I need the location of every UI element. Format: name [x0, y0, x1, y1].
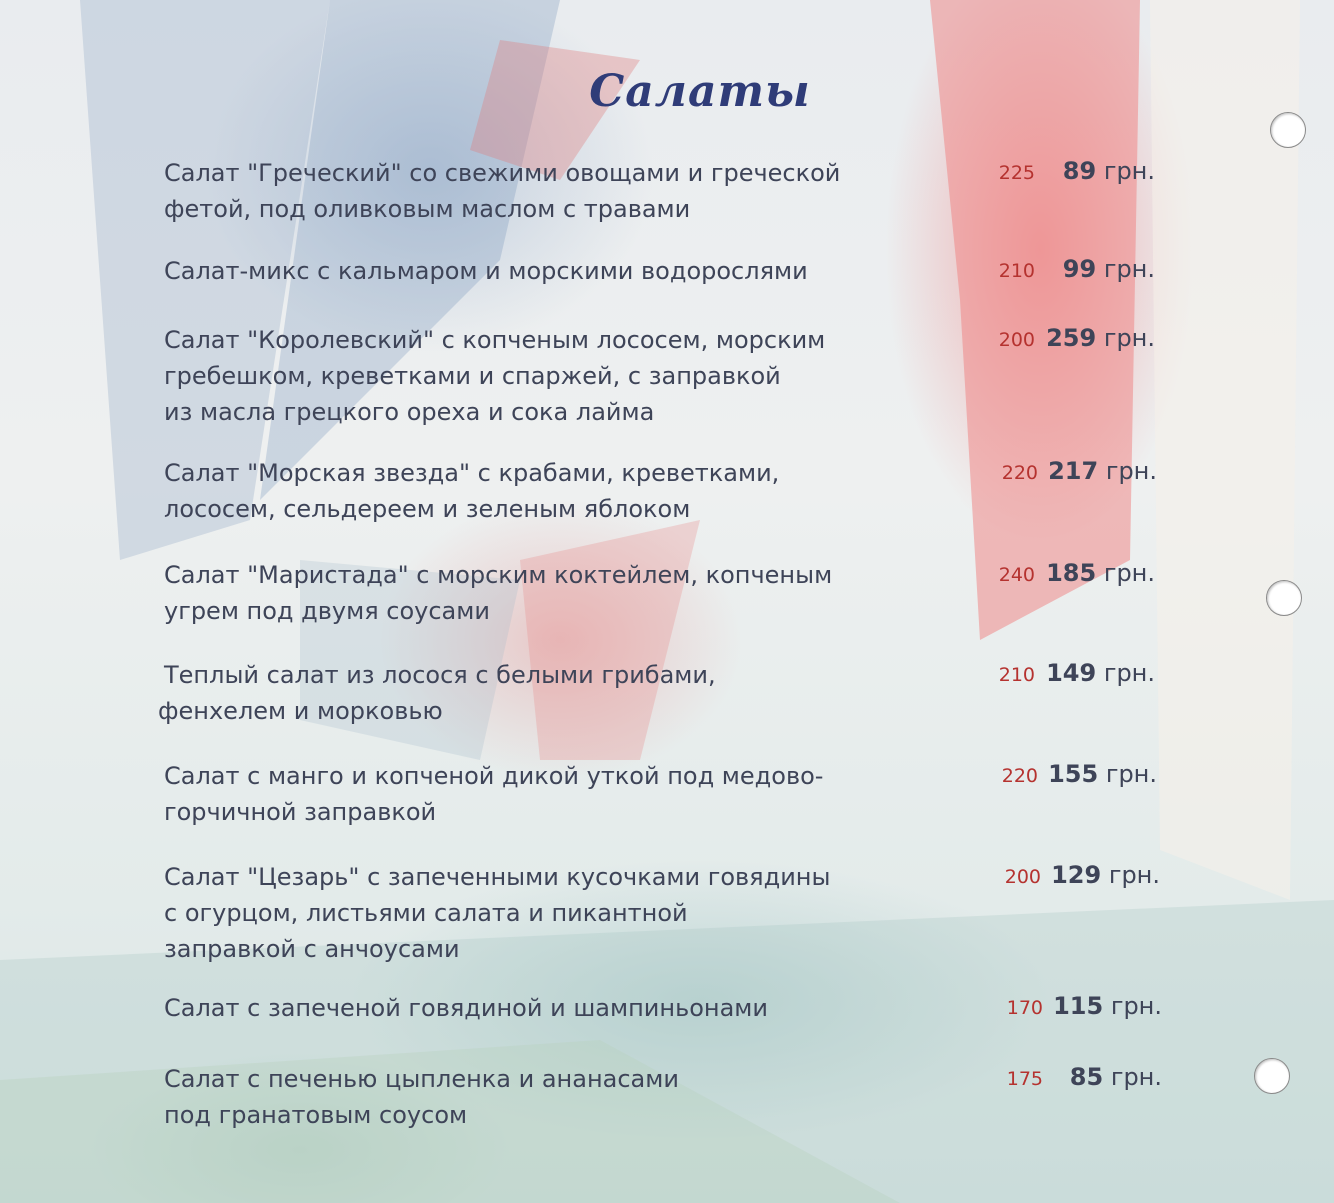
description-line: Салат "Греческий" со свежими овощами и греческой [164, 159, 841, 187]
menu-item-weight: 200 [998, 329, 1035, 351]
page-title: Салаты [589, 66, 811, 117]
menu-item-price [1027, 457, 1157, 485]
price-currency: грн. [1096, 255, 1155, 283]
binder-hole-middle [1266, 580, 1302, 616]
menu-item-weight: 240 [998, 564, 1035, 586]
menu-item-description [164, 253, 964, 289]
menu-item-price [1025, 324, 1155, 352]
menu-item-price [1025, 559, 1155, 587]
menu-item-weight: 200 [1004, 866, 1041, 888]
price-currency: грн. [1096, 559, 1155, 587]
description-line: Салат с запеченой говядиной и шампиньонами [164, 994, 768, 1022]
menu-item-price [1025, 659, 1155, 687]
menu-item-price [1030, 861, 1160, 889]
menu-item-weight: 225 [998, 162, 1035, 184]
description-line: лососем, сельдереем и зеленым яблоком [164, 495, 691, 523]
price-currency: грн. [1096, 157, 1155, 185]
description-line: фенхелем и морковью [158, 697, 443, 725]
description-line: под гранатовым соусом [164, 1101, 468, 1129]
description-line: фетой, под оливковым маслом с травами [164, 195, 691, 223]
menu-item-description [164, 859, 964, 967]
menu-item-price [1025, 255, 1155, 283]
price-value: 115 [1053, 992, 1104, 1020]
description-line: Салат-микс с кальмаром и морскими водорослями [164, 257, 808, 285]
price-value: 185 [1046, 559, 1097, 587]
menu-item-price [1032, 1063, 1162, 1091]
price-currency: грн. [1103, 1063, 1162, 1091]
description-line: Теплый салат из лосося с белыми грибами, [164, 661, 716, 689]
price-value: 129 [1051, 861, 1102, 889]
description-line: Салат "Маристада" с морским коктейлем, копченым [164, 561, 833, 589]
description-line: Салат "Королевский" с копченым лососем, морским [164, 326, 826, 354]
description-line: Салат с печенью цыпленка и ананасами [164, 1065, 679, 1093]
price-value: 89 [1062, 157, 1097, 185]
menu-item-description [164, 990, 964, 1026]
menu-item-description [164, 155, 964, 227]
menu-item-description [164, 557, 964, 629]
description-line: гребешком, креветками и спаржей, с заправкой [164, 362, 781, 390]
menu-item-price [1032, 992, 1162, 1020]
price-currency: грн. [1098, 457, 1157, 485]
description-line: угрем под двумя соусами [164, 597, 490, 625]
description-line: заправкой с анчоусами [164, 935, 460, 963]
description-line: с огурцом, листьями салата и пикантной [164, 899, 688, 927]
menu-item-description [164, 1061, 964, 1133]
price-value: 149 [1046, 659, 1097, 687]
description-line: Салат "Морская звезда" с крабами, креветками, [164, 459, 780, 487]
price-currency: грн. [1096, 324, 1155, 352]
price-currency: грн. [1103, 992, 1162, 1020]
price-currency: грн. [1098, 760, 1157, 788]
description-line: Салат с манго и копченой дикой уткой под медово- [164, 762, 824, 790]
menu-item-description [164, 322, 964, 430]
price-currency: грн. [1096, 659, 1155, 687]
menu-item-description [164, 455, 964, 527]
menu-item-description [164, 758, 964, 830]
binder-hole-bottom [1254, 1058, 1290, 1094]
price-value: 85 [1069, 1063, 1104, 1091]
menu-item-weight: 210 [998, 260, 1035, 282]
menu-item-weight: 220 [1001, 765, 1038, 787]
price-value: 259 [1046, 324, 1097, 352]
menu-item-weight: 210 [998, 664, 1035, 686]
menu-item-weight: 220 [1001, 462, 1038, 484]
description-line: из масла грецкого ореха и сока лайма [164, 398, 655, 426]
binder-hole-top [1270, 112, 1306, 148]
menu-item-weight: 175 [1006, 1068, 1043, 1090]
menu-item-price [1025, 157, 1155, 185]
price-currency: грн. [1101, 861, 1160, 889]
description-line: горчичной заправкой [164, 798, 437, 826]
price-value: 155 [1048, 760, 1099, 788]
price-value: 217 [1048, 457, 1099, 485]
menu-item-weight: 170 [1006, 997, 1043, 1019]
menu-item-price [1027, 760, 1157, 788]
price-value: 99 [1062, 255, 1097, 283]
description-line: Салат "Цезарь" с запеченными кусочками говядины [164, 863, 831, 891]
menu-item-description [158, 657, 964, 729]
